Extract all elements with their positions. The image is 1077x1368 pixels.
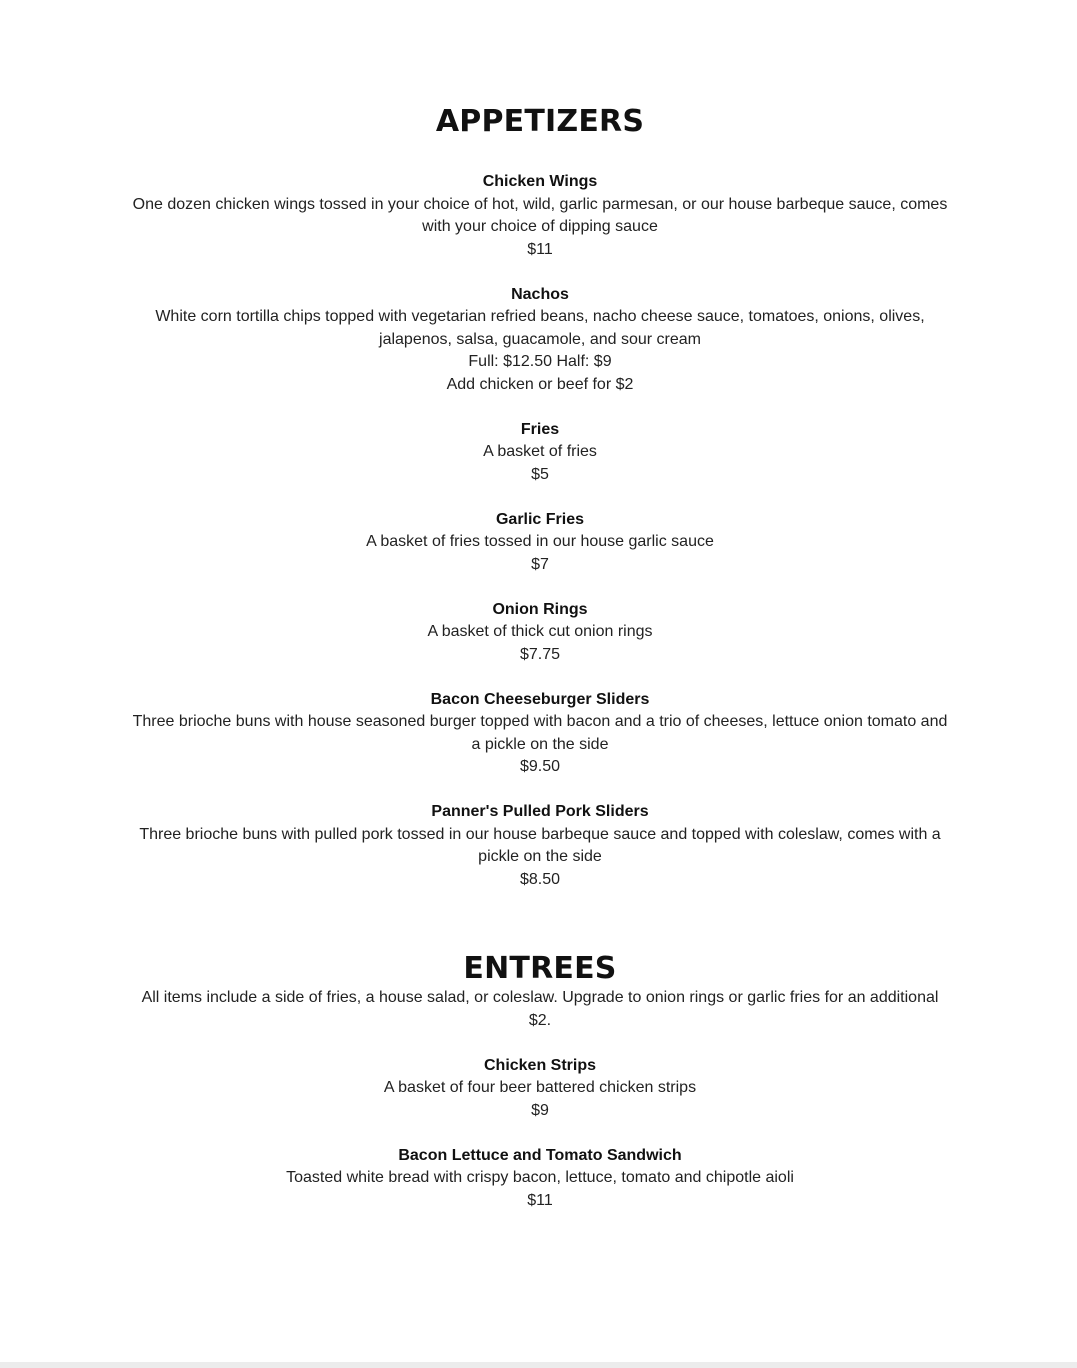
item-description: A basket of fries tossed in our house garlic sauce xyxy=(366,533,714,550)
item-name: Bacon Lettuce and Tomato Sandwich xyxy=(398,1146,682,1164)
item-price: $11 xyxy=(527,240,553,258)
entrees-heading: ENTREES xyxy=(463,951,617,986)
menu-item-blt-sandwich xyxy=(130,1145,950,1213)
entrees-section xyxy=(130,951,950,1212)
item-name: Fries xyxy=(520,420,560,438)
appetizers-section xyxy=(130,103,950,891)
entrees-side-note: All items include a side of fries, a house salad, or coleslaw. Upgrade to onion rings or garlic fries for an additional $2. xyxy=(141,989,939,1029)
item-price: $7 xyxy=(531,555,549,573)
item-name: Panner's Pulled Pork Sliders xyxy=(431,803,649,820)
menu-item-onion-rings xyxy=(130,599,950,667)
menu-item-fries xyxy=(130,419,950,487)
item-price: $9 xyxy=(531,1101,549,1119)
appetizers-list xyxy=(130,171,950,891)
item-name: Garlic Fries xyxy=(495,510,585,528)
item-description: A basket of thick cut onion rings xyxy=(427,623,653,640)
item-price: Full: $12.50 Half: $9 xyxy=(468,353,612,370)
menu-item-chicken-wings xyxy=(130,171,950,261)
item-description: A basket of four beer battered chicken strips xyxy=(383,1079,697,1096)
menu-item-nachos xyxy=(130,284,950,397)
menu-item-bacon-cheeseburger-sliders xyxy=(130,689,950,779)
item-price: $5 xyxy=(531,465,549,483)
page-bottom-edge xyxy=(0,1362,1077,1368)
item-description: Three brioche buns with house seasoned burger topped with bacon and a trio of cheeses, lettuce onion tomato and a pickle on the side xyxy=(132,713,948,753)
item-addon-note: Add chicken or beef for $2 xyxy=(446,375,634,393)
item-name: Nachos xyxy=(511,285,569,303)
entrees-list xyxy=(130,1055,950,1213)
menu-item-pulled-pork-sliders xyxy=(130,801,950,891)
item-name: Bacon Cheeseburger Sliders xyxy=(430,690,650,708)
item-description: White corn tortilla chips topped with vegetarian refried beans, nacho cheese sauce, tomatoes, onions, olives, jalapenos, salsa, guacamole, and sour cream xyxy=(155,308,925,348)
menu-item-garlic-fries xyxy=(130,509,950,577)
item-description: One dozen chicken wings tossed in your choice of hot, wild, garlic parmesan, or our house barbeque sauce, comes with your choice of dipping sauce xyxy=(132,195,948,235)
item-price: $9.50 xyxy=(519,758,561,775)
item-price: $7.75 xyxy=(519,645,561,663)
item-name: Chicken Wings xyxy=(482,173,598,190)
menu-content xyxy=(130,103,950,1235)
item-description: Three brioche buns with pulled pork tossed in our house barbeque sauce and topped with coleslaw, comes with a pickle on the side xyxy=(139,825,941,865)
item-description: Toasted white bread with crispy bacon, lettuce, tomato and chipotle aioli xyxy=(286,1169,794,1186)
appetizers-heading: APPETIZERS xyxy=(435,104,645,139)
item-price: $8.50 xyxy=(519,870,561,888)
menu-item-chicken-strips xyxy=(130,1055,950,1123)
item-description: A basket of fries xyxy=(483,443,597,460)
item-price: $11 xyxy=(527,1191,553,1209)
item-name: Chicken Strips xyxy=(483,1056,597,1074)
item-name: Onion Rings xyxy=(492,600,588,618)
